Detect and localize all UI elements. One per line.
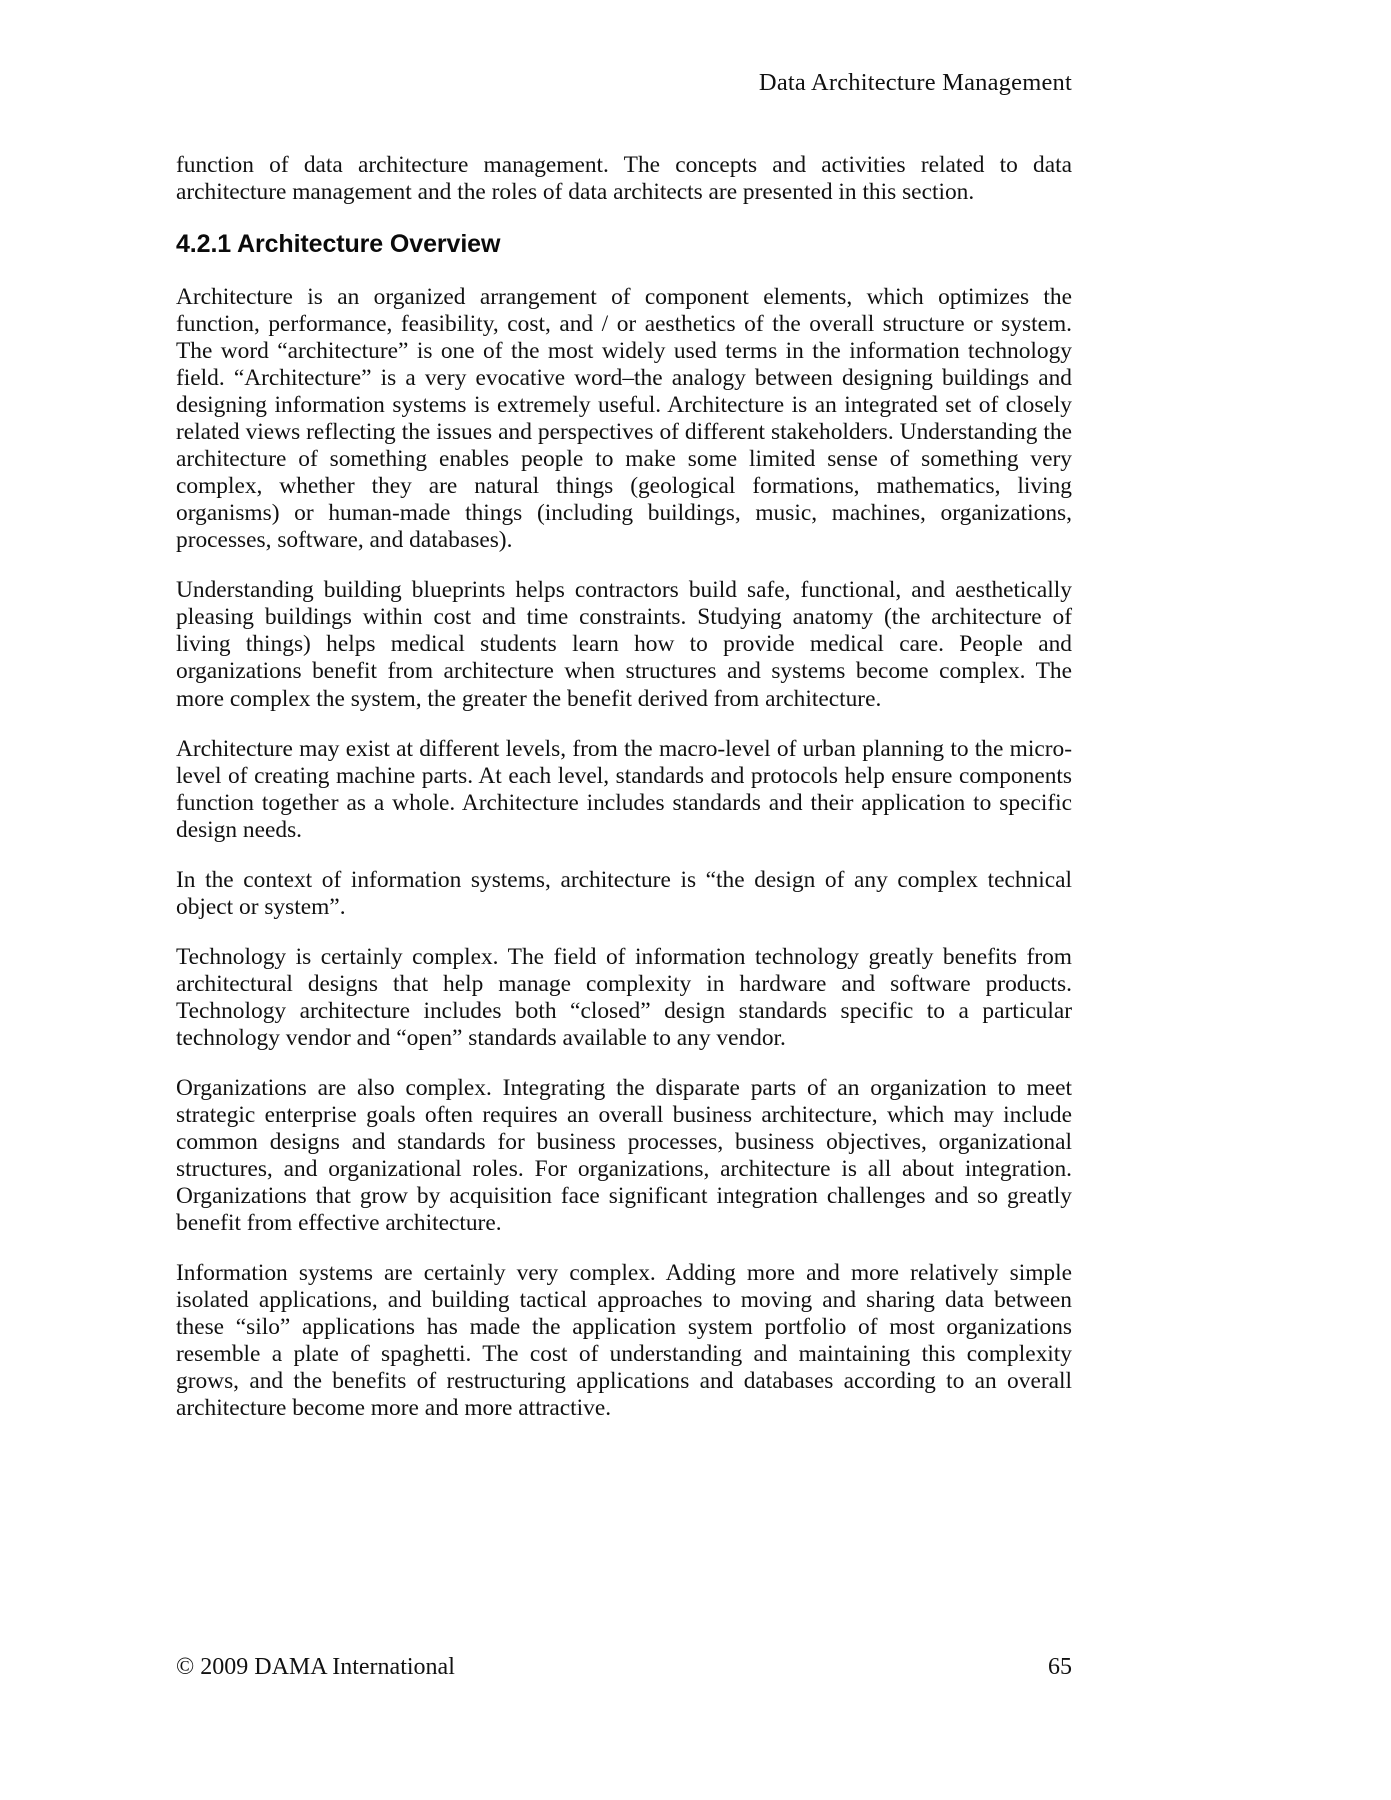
running-header: Data Architecture Management: [758, 69, 1072, 96]
section-heading-4-2-1: 4.2.1 Architecture Overview: [176, 230, 501, 259]
body-paragraph-1: Architecture is an organized arrangement of component elements, which optimizes the function, performance, feasibility, cost, and / or aesthetics of the overall structure or system. The word “architecture” is one of the most widely used terms in the information technology field. “Architecture” is a very evocative word–the analogy between designing buildings and designing information systems is extremely useful. Architecture is an integrated set of closely related views reflecting the issues and perspectives of different stakeholders. Understanding the architecture of something enables people to make some limited sense of something very complex, whether they are natural things (geological formations, mathematics, living organisms) or human-made things (including buildings, music, machines, organizations, processes, software, and databases).: [176, 284, 1072, 554]
body-paragraph-3: Architecture may exist at different levels, from the macro-level of urban planning to the micro-level of creating machine parts. At each level, standards and protocols help ensure components function together as a whole. Architecture includes standards and their application to specific design needs.: [176, 735, 1072, 843]
body-paragraph-4: In the context of information systems, architecture is “the design of any complex technical object or system”.: [176, 866, 1072, 920]
page-number: 65: [1048, 1654, 1072, 1680]
body-paragraph-2: Understanding building blueprints helps contractors build safe, functional, and aesthetically pleasing buildings within cost and time constraints. Studying anatomy (the architecture of living things) helps medical students learn how to provide medical care. People and organizations benefit from architecture when structures and systems become complex. The more complex the system, the greater the benefit derived from architecture.: [176, 577, 1072, 712]
intro-paragraph: function of data architecture management. The concepts and activities related to data architecture management and the roles of data architects are presented in this section.: [176, 152, 1072, 206]
body-paragraph-6: Organizations are also complex. Integrating the disparate parts of an organization to meet strategic enterprise goals often requires an overall business architecture, which may include common designs and standards for business processes, business objectives, organizational structures, and organizational roles. For organizations, architecture is all about integration. Organizations that grow by acquisition face significant integration challenges and so greatly benefit from effective architecture.: [176, 1074, 1072, 1236]
body-paragraph-7: Information systems are certainly very complex. Adding more and more relatively simple isolated applications, and building tactical approaches to moving and sharing data between these “silo” applications has made the application system portfolio of most organizations resemble a plate of spaghetti. The cost of understanding and maintaining this complexity grows, and the benefits of restructuring applications and databases according to an overall architecture become more and more attractive.: [176, 1260, 1072, 1422]
copyright-notice: © 2009 DAMA International: [176, 1654, 455, 1680]
page-footer: [176, 1653, 1072, 1682]
body-paragraph-5: Technology is certainly complex. The field of information technology greatly benefits from architectural designs that help manage complexity in hardware and software products. Technology architecture includes both “closed” design standards specific to a particular technology vendor and “open” standards available to any vendor.: [176, 943, 1072, 1051]
page-content: [176, 152, 1072, 1422]
